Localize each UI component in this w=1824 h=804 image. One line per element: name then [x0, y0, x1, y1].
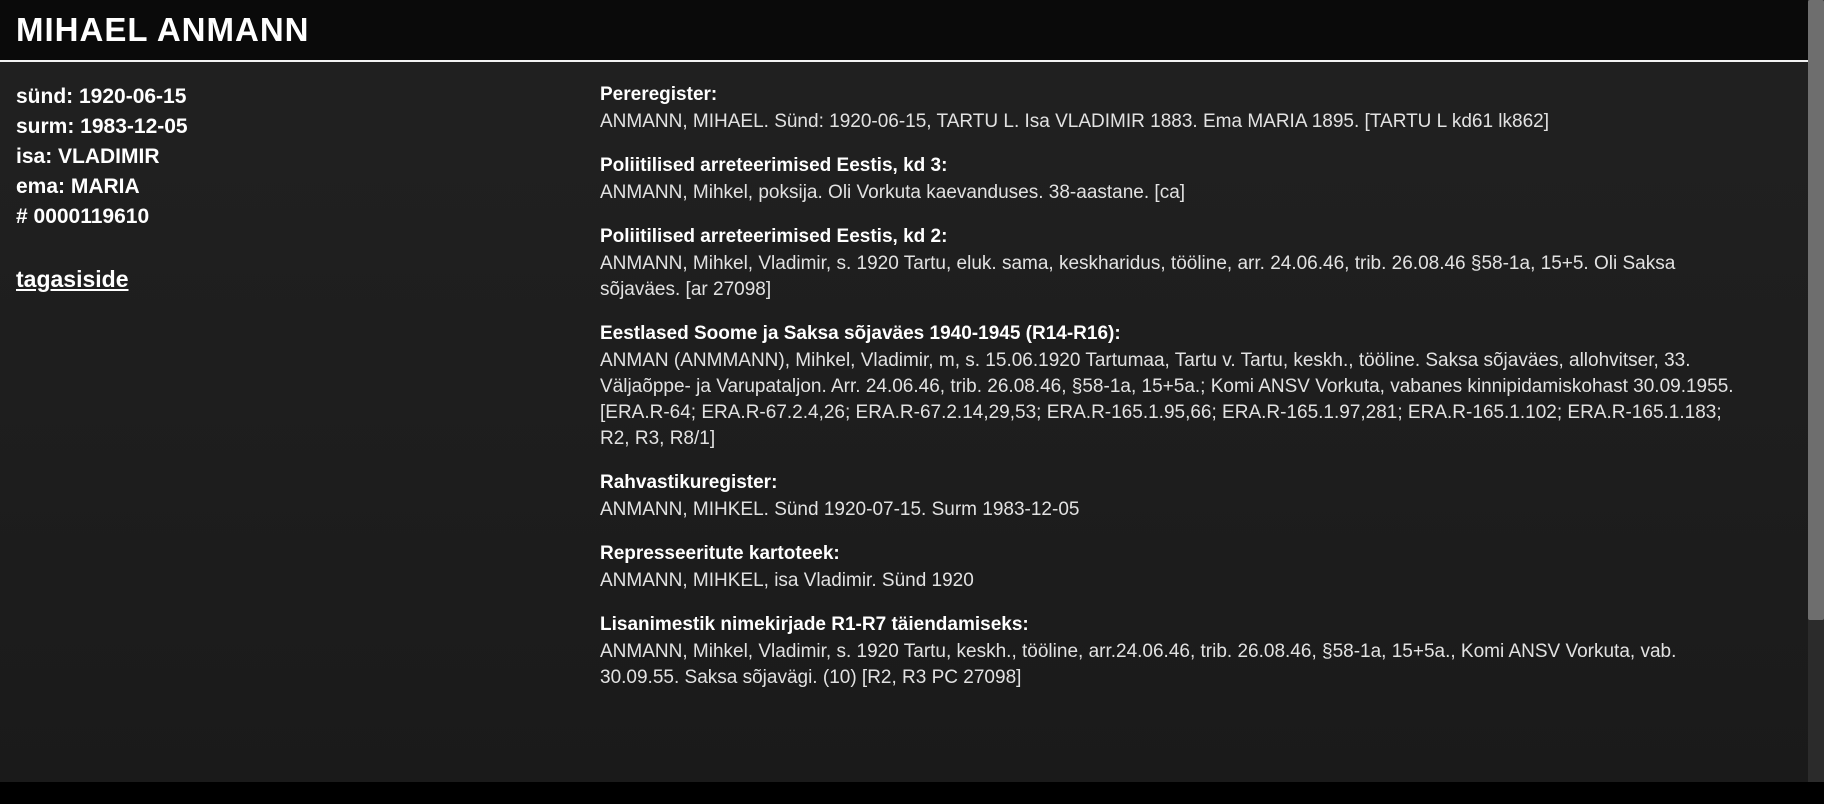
record-title: Represseeritute kartoteek:: [600, 543, 840, 564]
page-header: [0, 0, 1824, 62]
record-section: [600, 82, 1734, 135]
record-title: Rahvastikuregister:: [600, 472, 778, 493]
record-title: Eestlased Soome ja Saksa sõjaväes 1940-1945 (R14-R16):: [600, 323, 1121, 344]
records-panel: [580, 82, 1824, 709]
record-body: ANMANN, MIHAEL. Sünd: 1920-06-15, TARTU L. Isa VLADIMIR 1883. Ema MARIA 1895. [TARTU L kd61 lk862]: [600, 111, 1549, 132]
record-body: ANMANN, Mihkel, poksija. Oli Vorkuta kaevanduses. 38-aastane. [ca]: [600, 182, 1186, 203]
record-title: Pereregister:: [600, 84, 718, 105]
page-title: MIHAEL ANMANN: [16, 11, 310, 48]
record-title: Lisanimestik nimekirjade R1-R7 täiendamiseks:: [600, 614, 1029, 635]
feedback-link[interactable]: tagasiside: [16, 266, 129, 292]
fact-record-number: # 0000119610: [16, 205, 150, 228]
record-body: ANMANN, Mihkel, Vladimir, s. 1920 Tartu, eluk. sama, keskharidus, tööline, arr. 24.06.46, trib. 26.08.46 §58-1a, 15+5. Oli Saksa sõjaväes. [ar 27098]: [600, 253, 1676, 300]
record-section: [600, 153, 1734, 206]
fact-father: isa: VLADIMIR: [16, 145, 160, 168]
feedback-link-wrap: [16, 266, 580, 293]
record-section: [600, 612, 1734, 691]
record-section: [600, 224, 1734, 303]
page-content: [0, 62, 1824, 709]
fact-birth: sünd: 1920-06-15: [16, 85, 187, 108]
record-body: ANMAN (ANMMANN), Mihkel, Vladimir, m, s. 15.06.1920 Tartumaa, Tartu v. Tartu, keskh., tööline. Saksa sõjaväes, allohvitser, 33. Väljaõppe- ja Varupataljon. Arr. 24.06.46, trib. 26.08.46, §58-1a, 15+5a.; Komi ANSV Vorkuta, vabanes kinnipidamiskohast 30.09.1955. [ERA.R-64; ERA.R-67.2.4,26; ERA.R-67.2.14,29,53; ERA.R-165.1.95,66; ERA.R-165.1.97,281; ERA.R-165.1.102; ERA.R-165.1.183; R2, R3, R8/1]: [600, 350, 1734, 449]
fact-mother: ema: MARIA: [16, 175, 140, 198]
record-title: Poliitilised arreteerimised Eestis, kd 2:: [600, 226, 948, 247]
record-title: Poliitilised arreteerimised Eestis, kd 3:: [600, 155, 948, 176]
vertical-scrollbar[interactable]: [1808, 0, 1824, 804]
person-summary-panel: [0, 82, 580, 709]
record-body: ANMANN, Mihkel, Vladimir, s. 1920 Tartu, keskh., tööline, arr.24.06.46, trib. 26.08.46, §58-1a, 15+5a., Komi ANSV Vorkuta, vab. 30.09.55. Saksa sõjavägi. (10) [R2, R3 PC 27098]: [600, 641, 1677, 688]
record-body: ANMANN, MIHKEL, isa Vladimir. Sünd 1920: [600, 570, 974, 591]
record-section: [600, 321, 1734, 452]
record-body: ANMANN, MIHKEL. Sünd 1920-07-15. Surm 1983-12-05: [600, 499, 1080, 520]
record-section: [600, 541, 1734, 594]
scrollbar-thumb[interactable]: [1808, 0, 1824, 620]
fact-death: surm: 1983-12-05: [16, 115, 188, 138]
bottom-strip: [0, 782, 1824, 804]
record-section: [600, 470, 1734, 523]
